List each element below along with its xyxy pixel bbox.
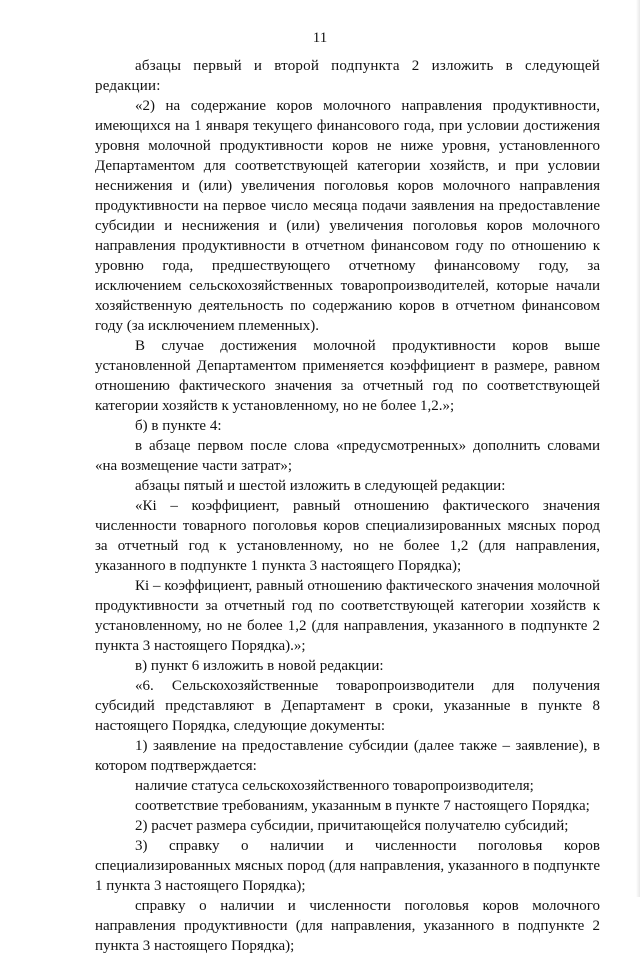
paragraph: 3) справку о наличии и численности поголовья коров специализированных мясных пород (для направления, указанного в подпункте 1 пункта 3 настоящего Порядка); (95, 838, 600, 894)
paragraph: соответствие требованиям, указанным в пункте 7 настоящего Порядка; (135, 798, 590, 814)
paragraph: в) пункт 6 изложить в новой редакции: (135, 658, 384, 674)
scan-edge-shadow (636, 0, 640, 897)
paragraph: в абзаце первом после слова «предусмотренных» дополнить словами «на возмещение части затрат»; (95, 438, 600, 474)
paragraph: «2) на содержание коров молочного направления продуктивности, имеющихся на 1 января текущего финансового года, при условии достижения уровня молочной продуктивности коров не ниже уровня, установленного Департаментом для соответствующей категории хозяйств, и при условии неснижения и (или) увеличения поголовья коров молочного направления продуктивности на первое число месяца подачи заявления на предоставление субсидии и неснижения и (или) увеличения поголовья коров молочного направления продуктивности в отчетном финансовом году по отношению к уровню года, предшествующего отчетному финансовому году, за исключением сельскохозяйственных товаропроизводителей, которые начали хозяйственную деятельность по содержанию коров в отчетном финансовом году (за исключением племенных). (95, 98, 600, 334)
paragraph: 2) расчет размера субсидии, причитающейся получателю субсидий; (135, 818, 569, 834)
paragraph: 1) заявление на предоставление субсидии (далее также – заявление), в котором подтверждается: (95, 738, 600, 774)
document-body (95, 56, 600, 956)
paragraph: В случае достижения молочной продуктивности коров выше установленной Департаментом применяется коэффициент в размере, равном отношению фактического значения за отчетный год по соответствующей категории хозяйств к установленному, но не более 1,2.»; (95, 338, 600, 414)
paragraph: «Кi – коэффициент, равный отношению фактического значения численности товарного поголовья коров специализированных мясных пород за отчетный год к установленному, но не более 1,2 (для направления, указанного в подпункте 1 пункта 3 настоящего Порядка); (95, 498, 600, 574)
paragraph: Кi – коэффициент, равный отношению фактического значения молочной продуктивности за отчетный год по соответствующей категории хозяйств к установленному, но не более 1,2 (для направления, указанного в подпункте 2 пункта 3 настоящего Порядка).»; (95, 578, 600, 654)
page-number: 11 (312, 30, 328, 46)
paragraph: б) в пункте 4: (135, 418, 222, 434)
paragraph: абзацы первый и второй подпункта 2 изложить в следующей редакции: (95, 58, 600, 94)
paragraph: справку о наличии и численности поголовья коров молочного направления продуктивности (для направления, указанного в подпункте 2 пункта 3 настоящего Порядка); (95, 898, 600, 954)
paragraph: наличие статуса сельскохозяйственного товаропроизводителя; (135, 778, 534, 794)
paragraph: «6. Сельскохозяйственные товаропроизводители для получения субсидий представляют в Департамент в сроки, указанные в пункте 8 настоящего Порядка, следующие документы: (95, 678, 600, 734)
paragraph: абзацы пятый и шестой изложить в следующей редакции: (135, 478, 506, 494)
